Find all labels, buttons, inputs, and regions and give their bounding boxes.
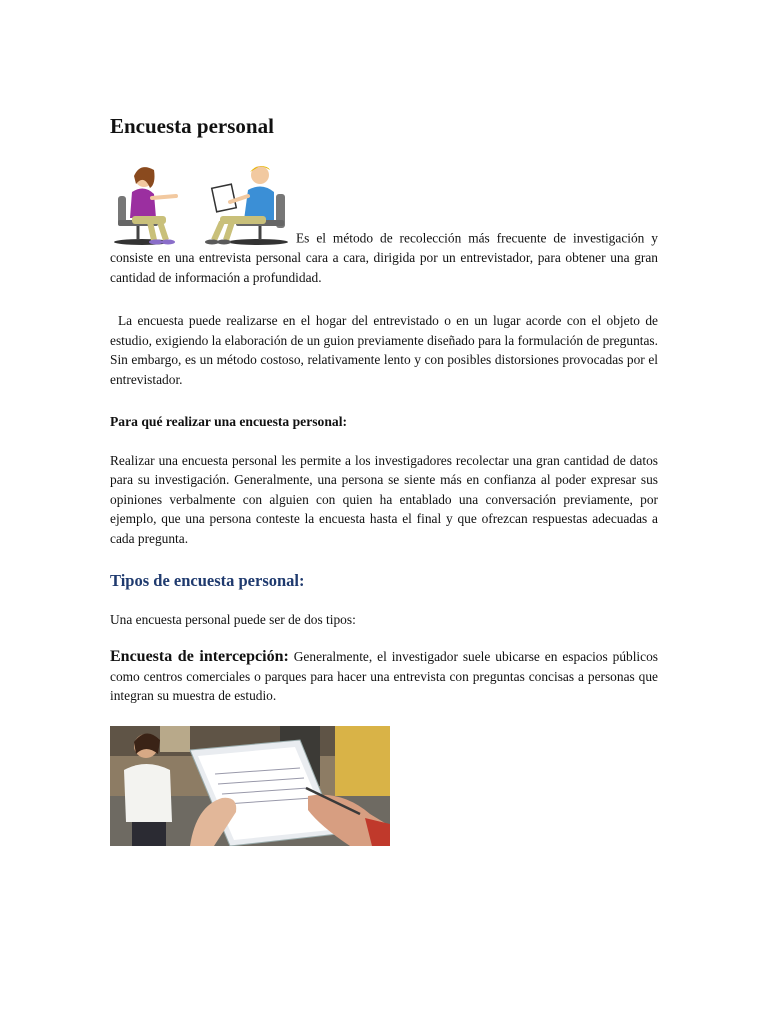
paragraph-location: La encuesta puede realizarse en el hogar del entrevistado o en un lugar acorde con el objeto de estudio, exigiendo la elaboración de un guion previamente diseñado para la formulación de preguntas. Sin embargo, es un método costoso, relativamente lento y con posibles distorsiones provocadas por el entrevistador. bbox=[110, 313, 658, 387]
heading-types: Tipos de encuesta personal: bbox=[110, 570, 305, 590]
interception-survey-photo bbox=[110, 726, 390, 846]
interview-clipart bbox=[110, 162, 292, 248]
interception-term: Encuesta de intercepción: bbox=[110, 648, 289, 666]
interception-text: Generalmente, el investigador suele ubicarse en espacios públicos como centros comerciales o parques para hacer una entrevista con preguntas concisas a personas que integran su muestra de estudio. bbox=[110, 649, 659, 704]
intro-paragraph bbox=[110, 162, 658, 287]
page-title: Encuesta personal bbox=[110, 114, 274, 138]
intro-text: Es el método de recolección más frecuente de investigación y consiste en una entrevista personal cara a cara, dirigida por un entrevistador, para obtener una gran cantidad de información a profundidad. bbox=[110, 230, 658, 285]
heading-why: Para qué realizar una encuesta personal: bbox=[110, 413, 347, 429]
paragraph-interception bbox=[110, 647, 658, 706]
paragraph-why: Realizar una encuesta personal les permite a los investigadores recolectar una gran cantidad de datos para su investigación. Generalmente, una persona se siente más en confianza al poder expresar sus opiniones verbalmente con alguien con quien ha entablado una conversación previamente, por ejemplo, que una persona conteste la encuesta hasta el final y que ofrezcan respuestas adecuadas a cada pregunta. bbox=[110, 452, 658, 546]
types-intro: Una encuesta personal puede ser de dos tipos: bbox=[110, 611, 356, 627]
intro-section bbox=[110, 162, 658, 287]
document-content bbox=[110, 112, 658, 846]
